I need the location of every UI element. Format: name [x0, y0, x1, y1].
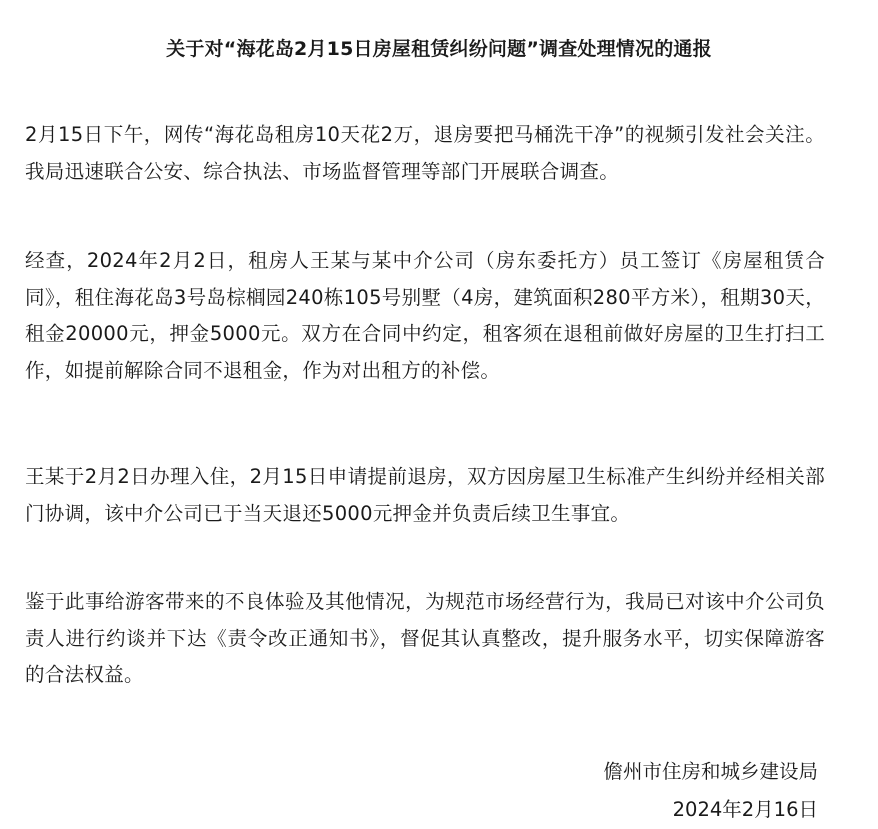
signature-date: 2024年2月16日 [672, 798, 818, 821]
document-title: 关于对“海花岛2月15日房屋租赁纠纷问题”调查处理情况的通报 [166, 38, 712, 60]
paragraph-incident: 2月15日下午，网传“海花岛租房10天花2万，退房要把马桶洗干净”的视频引发社会关注。我局迅速联合公安、综合执法、市场监督管理等部门开展联合调查。 [25, 123, 825, 183]
signature-organization: 儋州市住房和城乡建设局 [603, 760, 818, 783]
paragraph-measures: 鉴于此事给游客带来的不良体验及其他情况，为规范市场经营行为，我局已对该中介公司负责人进行约谈并下达《责令改正通知书》，督促其认真整改，提升服务水平，切实保障游客的合法权益。 [25, 590, 825, 687]
paragraph-resolution: 王某于2月2日办理入住，2月15日申请提前退房，双方因房屋卫生标准产生纠纷并经相关部门协调，该中介公司已于当天退还5000元押金并负责后续卫生事宜。 [25, 465, 825, 525]
paragraph-investigation: 经查，2024年2月2日，租房人王某与某中介公司（房东委托方）员工签订《房屋租赁合同》，租住海花岛3号岛棕榈园240栋105号别墅（4房，建筑面积280平方米），租期30天，租金20000元，押金5000元。双方在合同中约定，租客须在退租前做好房屋的卫生打扫工作，如提前解除合同不退租金，作为对出租方的补偿。 [25, 249, 825, 382]
